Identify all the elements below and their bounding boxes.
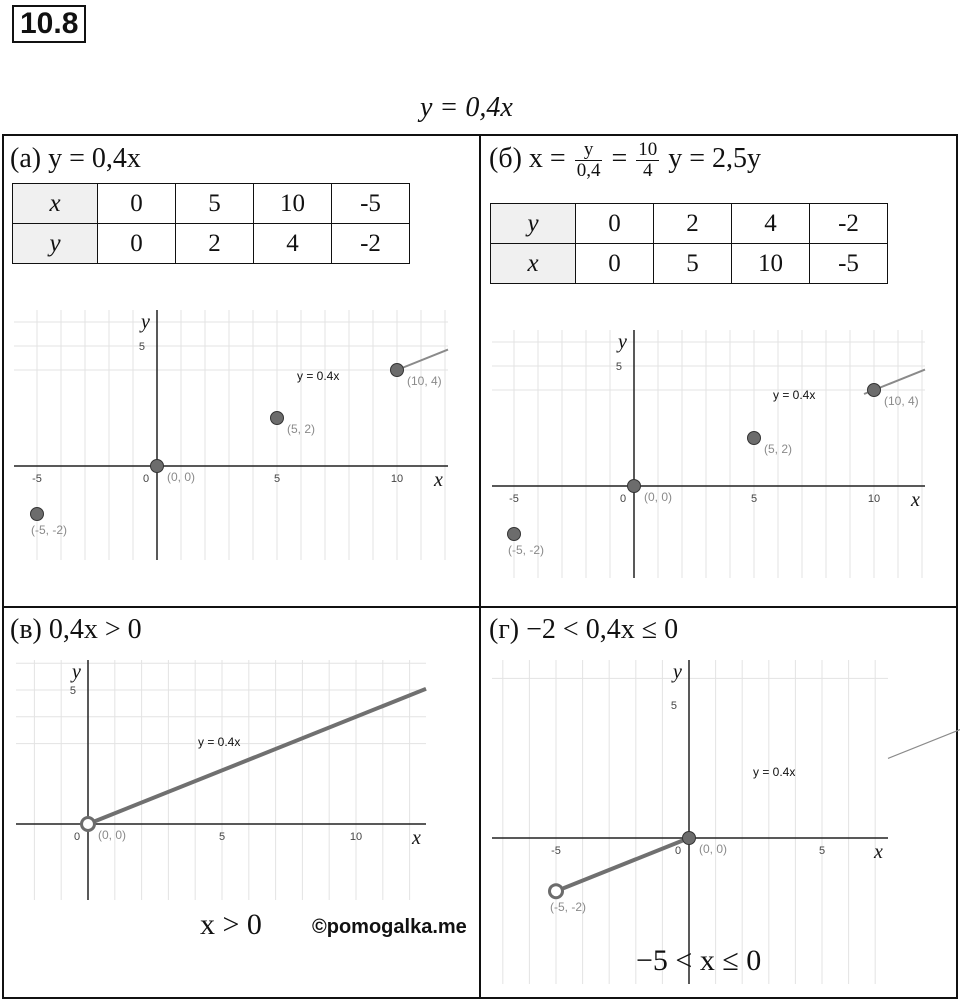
y-tick-label: 5: [670, 700, 677, 712]
y-axis-label: y: [72, 661, 81, 683]
table-cell: 0: [576, 204, 654, 244]
table-cell: 4: [732, 204, 810, 244]
function-label: y = 0.4x: [773, 388, 816, 402]
y-axis-label: y: [141, 311, 150, 333]
data-point: [748, 432, 761, 445]
panel-d-caption: (г) −2 < 0,4x ≤ 0: [489, 614, 679, 645]
point-label: (-5, -2): [31, 523, 67, 537]
x-tick-label: 10: [867, 493, 881, 505]
table-cell: -5: [332, 184, 410, 224]
panel-d-answer: −5 < x ≤ 0: [636, 944, 762, 977]
panel-a-caption: (а) y = 0,4x: [10, 143, 141, 174]
y-tick-label: 5: [138, 341, 145, 353]
function-label: y = 0.4x: [753, 765, 796, 779]
x-tick-label: -5: [551, 845, 561, 857]
table-cell: -2: [332, 224, 410, 264]
point-label: (0, 0): [167, 470, 196, 484]
x-axis-label: x: [412, 827, 421, 849]
point-label: (5, 2): [287, 422, 316, 436]
table-cell: 0: [98, 224, 176, 264]
table-header-cell: y: [491, 204, 576, 244]
point-label: (10, 4): [407, 374, 442, 388]
table-cell: 0: [98, 184, 176, 224]
solution-segment: [556, 838, 689, 891]
data-point: [508, 528, 521, 541]
main-equation: y = 0,4x: [420, 92, 513, 123]
data-point: [271, 412, 284, 425]
x-tick-label: -5: [32, 473, 42, 485]
data-point: [391, 364, 404, 377]
point-label: (5, 2): [764, 442, 793, 456]
data-point: [550, 885, 563, 898]
table-header-cell: x: [13, 184, 98, 224]
fraction-1-num: y: [575, 140, 603, 161]
problem-number: 10.8: [12, 5, 86, 43]
panel-c-caption: (в) 0,4x > 0: [10, 614, 142, 645]
x-tick-label: 5: [273, 473, 281, 485]
point-label: (0, 0): [644, 490, 673, 504]
data-point: [868, 384, 881, 397]
table-cell: 0: [576, 244, 654, 284]
solution-segment: [88, 689, 426, 824]
y-axis-label: y: [618, 331, 627, 353]
table-cell: 5: [176, 184, 254, 224]
x-tick-label: -5: [509, 493, 519, 505]
equals-sign: =: [611, 142, 628, 174]
table-cell: 10: [254, 184, 332, 224]
table-cell: -2: [810, 204, 888, 244]
panel-c-answer: x > 0: [200, 908, 262, 941]
fraction-1-den: 0,4: [576, 160, 601, 181]
data-point: [31, 508, 44, 521]
table-header-cell: y: [13, 224, 98, 264]
function-label: y = 0.4x: [297, 369, 340, 383]
x-tick-label: 10: [349, 831, 363, 843]
panel-b-caption-suffix: y = 2,5y: [668, 142, 762, 174]
point-label: (-5, -2): [550, 900, 586, 915]
origin-tick-label: 0: [675, 845, 682, 857]
x-tick-label: 5: [818, 845, 826, 857]
fraction-2-num: 10: [638, 139, 658, 160]
point-label: (0, 0): [98, 828, 127, 842]
watermark: ©pomogalka.me: [312, 916, 467, 938]
table-cell: -5: [810, 244, 888, 284]
table-cell: 2: [654, 204, 732, 244]
point-label: (10, 4): [884, 394, 919, 408]
fraction-2-den: 4: [642, 160, 653, 181]
origin-tick-label: 0: [143, 473, 150, 485]
y-axis-label: y: [673, 661, 682, 683]
origin-tick-label: 0: [74, 831, 81, 843]
x-tick-label: 10: [390, 473, 404, 485]
x-axis-label: x: [911, 489, 920, 511]
data-point: [628, 480, 641, 493]
x-tick-label: 5: [750, 493, 758, 505]
x-axis-label: x: [434, 469, 443, 491]
function-label: y = 0.4x: [198, 735, 241, 749]
x-tick-label: 5: [218, 831, 226, 843]
data-point: [151, 460, 164, 473]
function-line: [888, 692, 960, 758]
table-cell: 4: [254, 224, 332, 264]
point-label: (-5, -2): [508, 543, 544, 557]
y-tick-label: 5: [615, 361, 622, 373]
data-point: [683, 832, 696, 845]
data-point: [82, 818, 95, 831]
x-axis-label: x: [874, 841, 883, 863]
panel-b-caption-prefix: (б) x =: [489, 142, 566, 174]
point-label: (0, 0): [699, 842, 728, 856]
y-tick-label: 5: [69, 685, 76, 697]
table-cell: 10: [732, 244, 810, 284]
table-cell: 2: [176, 224, 254, 264]
table-cell: 5: [654, 244, 732, 284]
table-header-cell: x: [491, 244, 576, 284]
origin-tick-label: 0: [620, 493, 627, 505]
